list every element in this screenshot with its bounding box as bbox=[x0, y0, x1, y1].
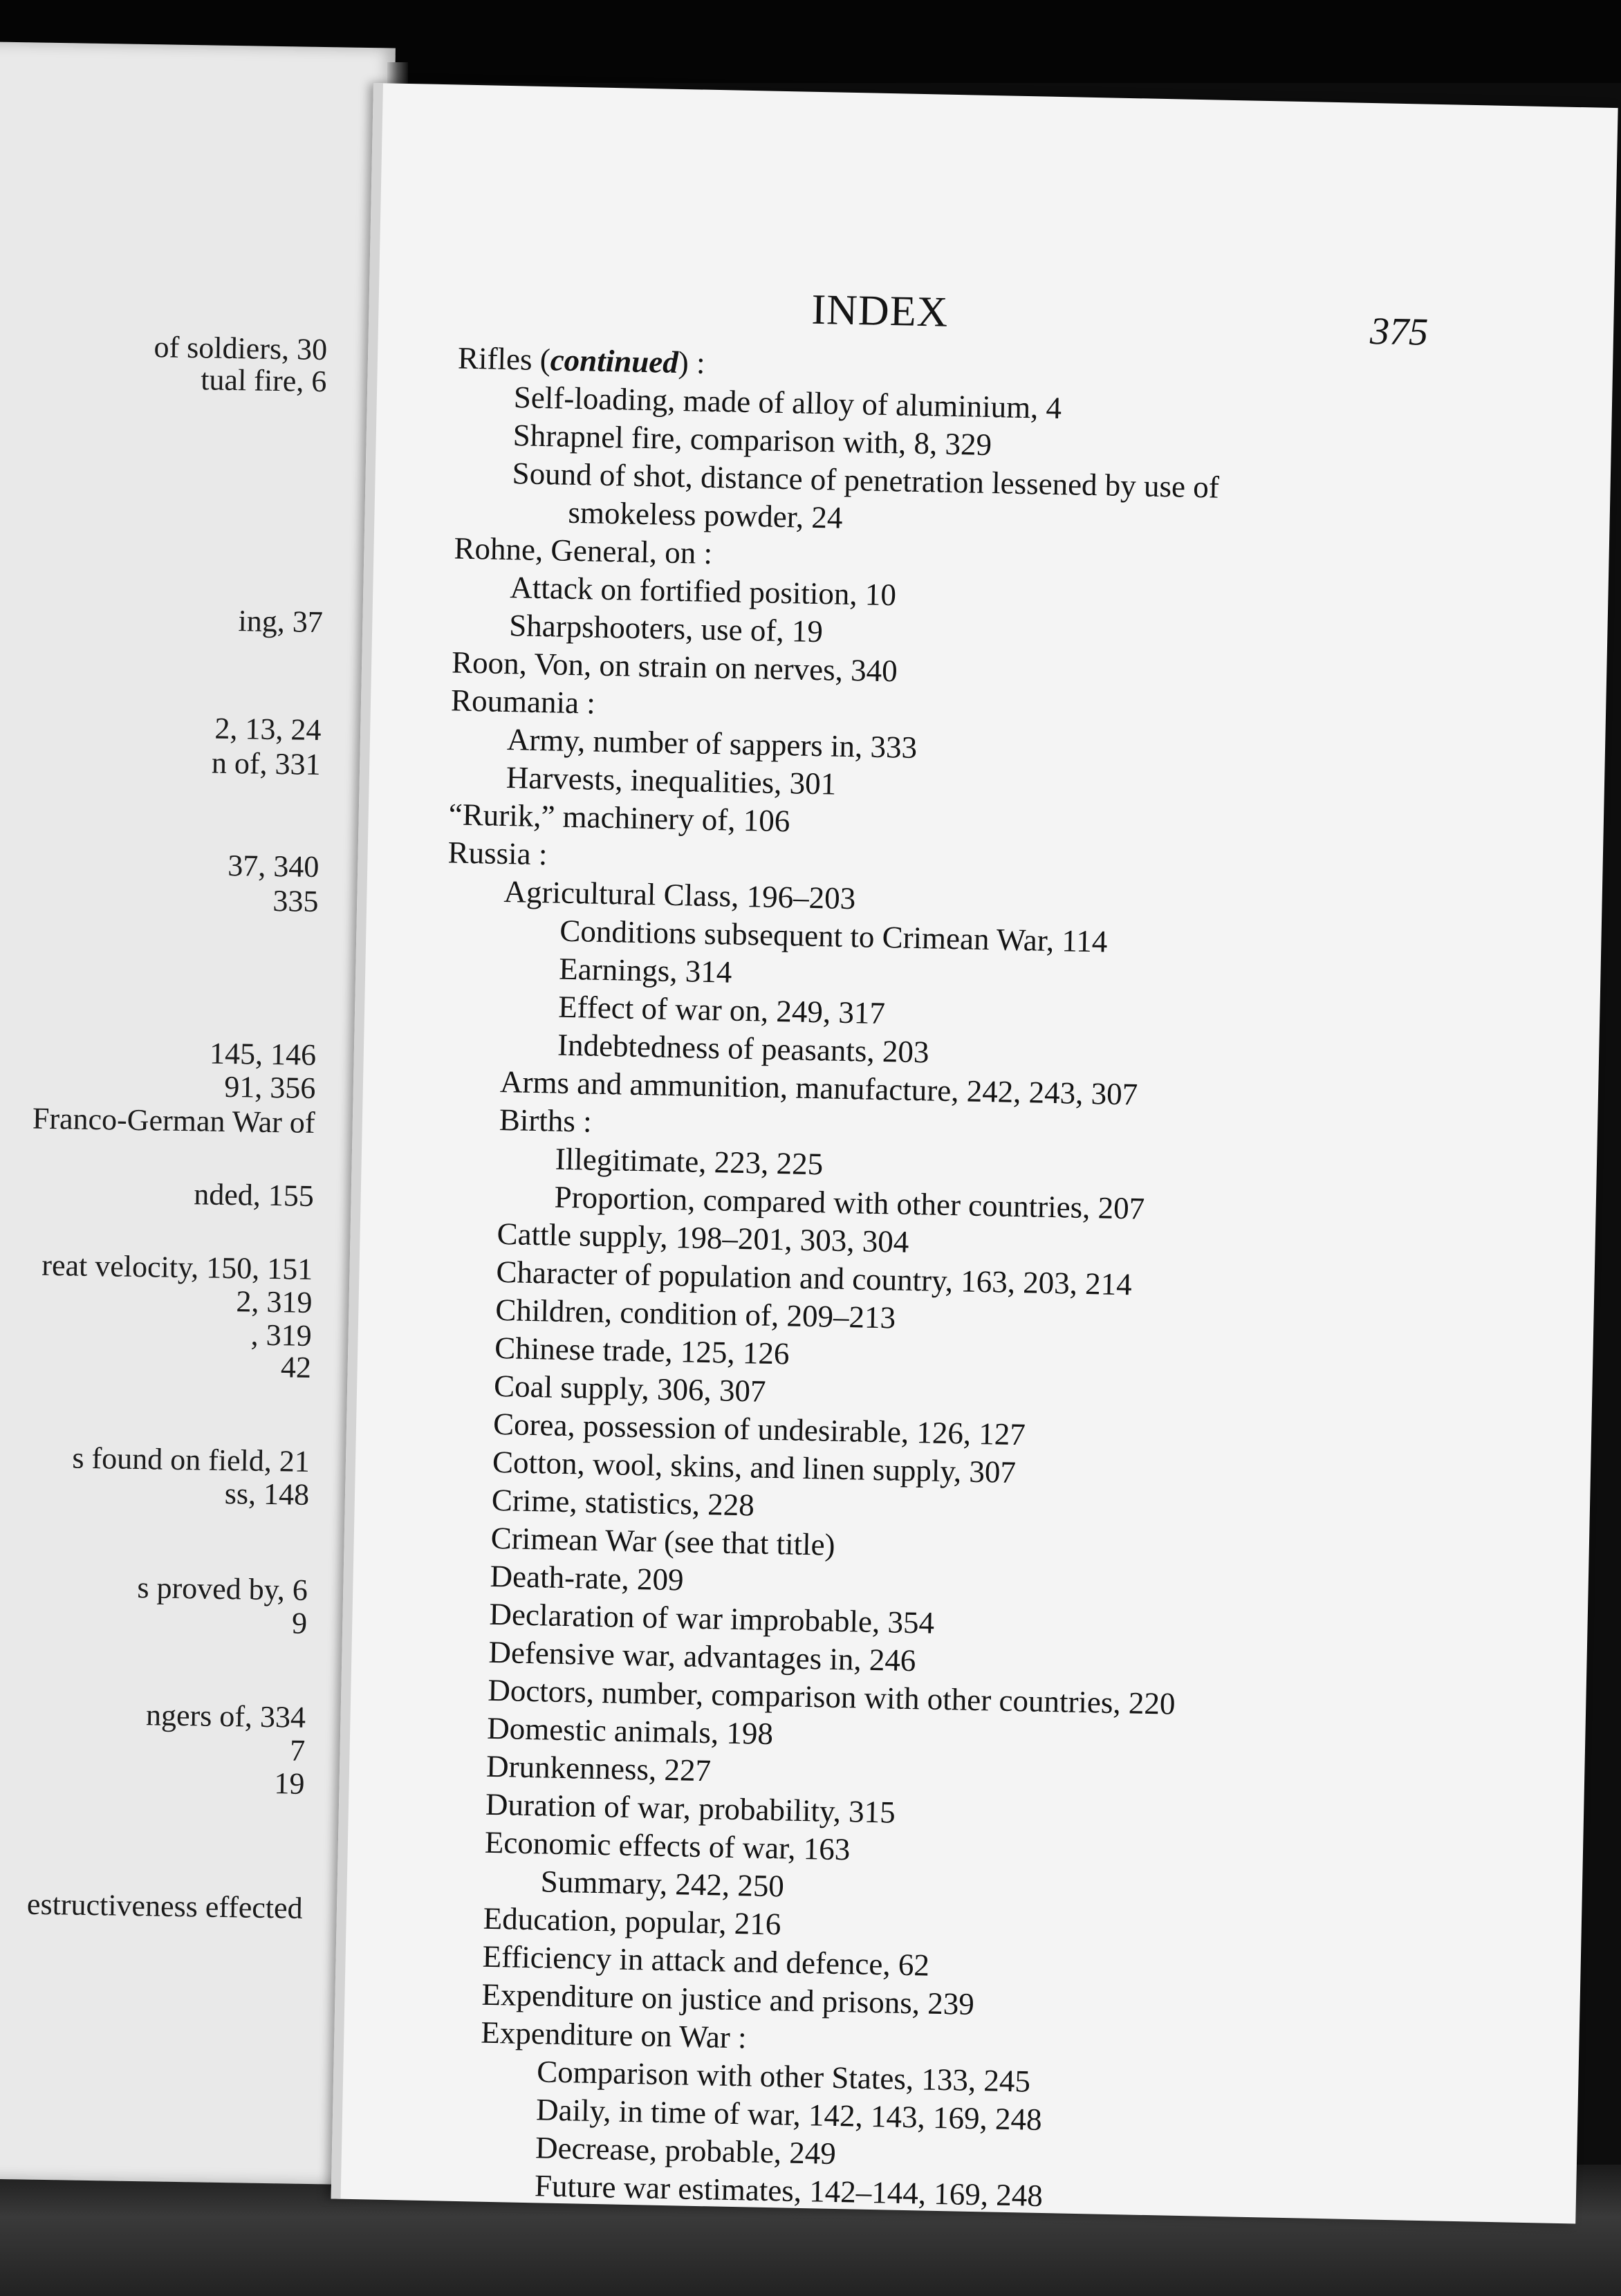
index-subentry: Sharpshooters, use of, 19 bbox=[508, 608, 824, 649]
left-fragment: reat velocity, 150, 151 bbox=[41, 1248, 313, 1286]
left-fragment: tual fire, 6 bbox=[200, 362, 327, 399]
left-fragment: 9 bbox=[291, 1606, 308, 1640]
index-entry: Roon, Von, on strain on nerves, 340 bbox=[451, 645, 898, 689]
index-subentry: Chinese trade, 125, 126 bbox=[494, 1330, 790, 1371]
index-subentry: Attack on fortified position, 10 bbox=[509, 570, 897, 613]
left-fragment: Franco-German War of bbox=[32, 1101, 315, 1140]
index-subentry: Economic effects of war, 163 bbox=[484, 1824, 851, 1867]
index-subentry: Crimean War (see that title) bbox=[490, 1520, 836, 1562]
index-subsubentry: Proportion, compared with other countries, 207 bbox=[554, 1179, 1145, 1226]
index-subentry: Coal supply, 306, 307 bbox=[493, 1368, 766, 1409]
index-subentry: Harvests, inequalities, 301 bbox=[506, 760, 837, 802]
entry-text-after: ) : bbox=[678, 344, 706, 380]
index-subentry: Cattle supply, 198–201, 303, 304 bbox=[497, 1216, 909, 1259]
index-subentry: Arms and ammunition, manufacture, 242, 243, 307 bbox=[499, 1064, 1138, 1112]
index-subentry: Shrapnel fire, comparison with, 8, 329 bbox=[512, 418, 992, 463]
index-entry: Roumania : bbox=[450, 683, 596, 721]
index-entry: Russia : bbox=[447, 835, 548, 872]
index-subentry: Crime, statistics, 228 bbox=[491, 1482, 755, 1523]
left-fragment: ing, 37 bbox=[238, 604, 324, 640]
index-subentry: Agricultural Class, 196–203 bbox=[503, 874, 856, 916]
index-subsubentry: Indebtedness of peasants, 203 bbox=[557, 1027, 929, 1070]
left-fragment: 145, 146 bbox=[209, 1036, 317, 1072]
index-subentry: Expenditure on War : bbox=[480, 2015, 748, 2055]
entry-continuation: smokeless powder, 24 bbox=[568, 494, 843, 535]
index-subentry: Births : bbox=[499, 1102, 593, 1139]
index-subentry: Expenditure on justice and prisons, 239 bbox=[481, 1976, 975, 2021]
index-entry: Rohne, General, on : bbox=[454, 530, 713, 571]
left-fragment: ngers of, 334 bbox=[145, 1698, 306, 1734]
index-subentry: Efficiency in attack and defence, 62 bbox=[482, 1938, 930, 1983]
left-page bbox=[0, 41, 396, 2185]
index-list bbox=[420, 340, 1564, 2225]
index-subentry: Doctors, number, comparison with other countries, 220 bbox=[487, 1672, 1176, 1721]
page-number: 375 bbox=[1369, 310, 1429, 354]
index-subentry: Drunkenness, 227 bbox=[485, 1748, 712, 1788]
left-fragment: 19 bbox=[274, 1766, 305, 1801]
left-fragment: 91, 356 bbox=[223, 1069, 316, 1105]
left-fragment: 335 bbox=[272, 883, 319, 919]
index-subsubentry: Earnings, 314 bbox=[558, 951, 732, 990]
index-subsubentry: Summary, 242, 250 bbox=[540, 1864, 785, 1904]
index-subentry: Character of population and country, 163, 203, 214 bbox=[496, 1254, 1133, 1302]
index-subentry: Domestic animals, 198 bbox=[486, 1710, 774, 1752]
left-fragment: 2, 13, 24 bbox=[214, 711, 322, 748]
entry-italic: continued bbox=[550, 342, 679, 380]
index-entry: “Rurik,” machinery of, 106 bbox=[448, 797, 790, 839]
index-subentry: Army, number of sappers in, 333 bbox=[506, 722, 918, 765]
index-subentry: Duration of war, probability, 315 bbox=[485, 1786, 896, 1830]
index-subentry: Children, condition of, 209–213 bbox=[494, 1292, 896, 1335]
index-subentry: Corea, possession of undesirable, 126, 127 bbox=[492, 1406, 1026, 1452]
left-fragment: 2, 319 bbox=[236, 1284, 313, 1320]
entry-text: Sound of shot, distance of penetration lessened by use of bbox=[512, 456, 1220, 505]
right-page bbox=[331, 83, 1618, 2224]
index-subsubentry: Future war estimates, 142–144, 169, 248 bbox=[534, 2168, 1044, 2214]
left-fragment: n of, 331 bbox=[211, 746, 322, 782]
index-subsubentry: Decrease, probable, 249 bbox=[535, 2130, 837, 2172]
index-subsubentry: Conditions subsequent to Crimean War, 114 bbox=[559, 913, 1108, 959]
index-subentry: Declaration of war improbable, 354 bbox=[489, 1596, 935, 1640]
left-fragment: 42 bbox=[280, 1350, 312, 1385]
index-subentry: Defensive war, advantages in, 246 bbox=[488, 1634, 916, 1678]
left-fragment: of soldiers, 30 bbox=[154, 330, 328, 367]
index-subsubentry: Comparison with other States, 133, 245 bbox=[536, 2054, 1031, 2099]
index-subentry: Death-rate, 209 bbox=[490, 1558, 685, 1598]
index-subsubentry: Daily, in time of war, 142, 143, 169, 248 bbox=[535, 2092, 1043, 2137]
left-fragment: 7 bbox=[289, 1733, 306, 1768]
left-fragment: , 319 bbox=[250, 1317, 313, 1353]
page-title: INDEX bbox=[810, 286, 950, 336]
left-fragment: nded, 155 bbox=[193, 1177, 315, 1213]
left-fragment: 37, 340 bbox=[227, 848, 319, 885]
index-subentry: Cotton, wool, skins, and linen supply, 307 bbox=[492, 1444, 1017, 1490]
index-subentry: Education, popular, 216 bbox=[483, 1900, 781, 1942]
index-subsubentry: Effect of war on, 249, 317 bbox=[557, 989, 886, 1031]
left-fragment: estructiveness effected bbox=[26, 1887, 304, 1925]
index-subsubentry: Illegitimate, 223, 225 bbox=[555, 1141, 824, 1182]
entry-text: Rifles ( bbox=[457, 340, 551, 378]
left-fragment: ss, 148 bbox=[224, 1476, 310, 1512]
index-subentry: Self-loading, made of alloy of aluminium, 4 bbox=[513, 380, 1062, 426]
left-fragment: s proved by, 6 bbox=[137, 1571, 308, 1607]
left-fragment: s found on field, 21 bbox=[72, 1441, 311, 1479]
